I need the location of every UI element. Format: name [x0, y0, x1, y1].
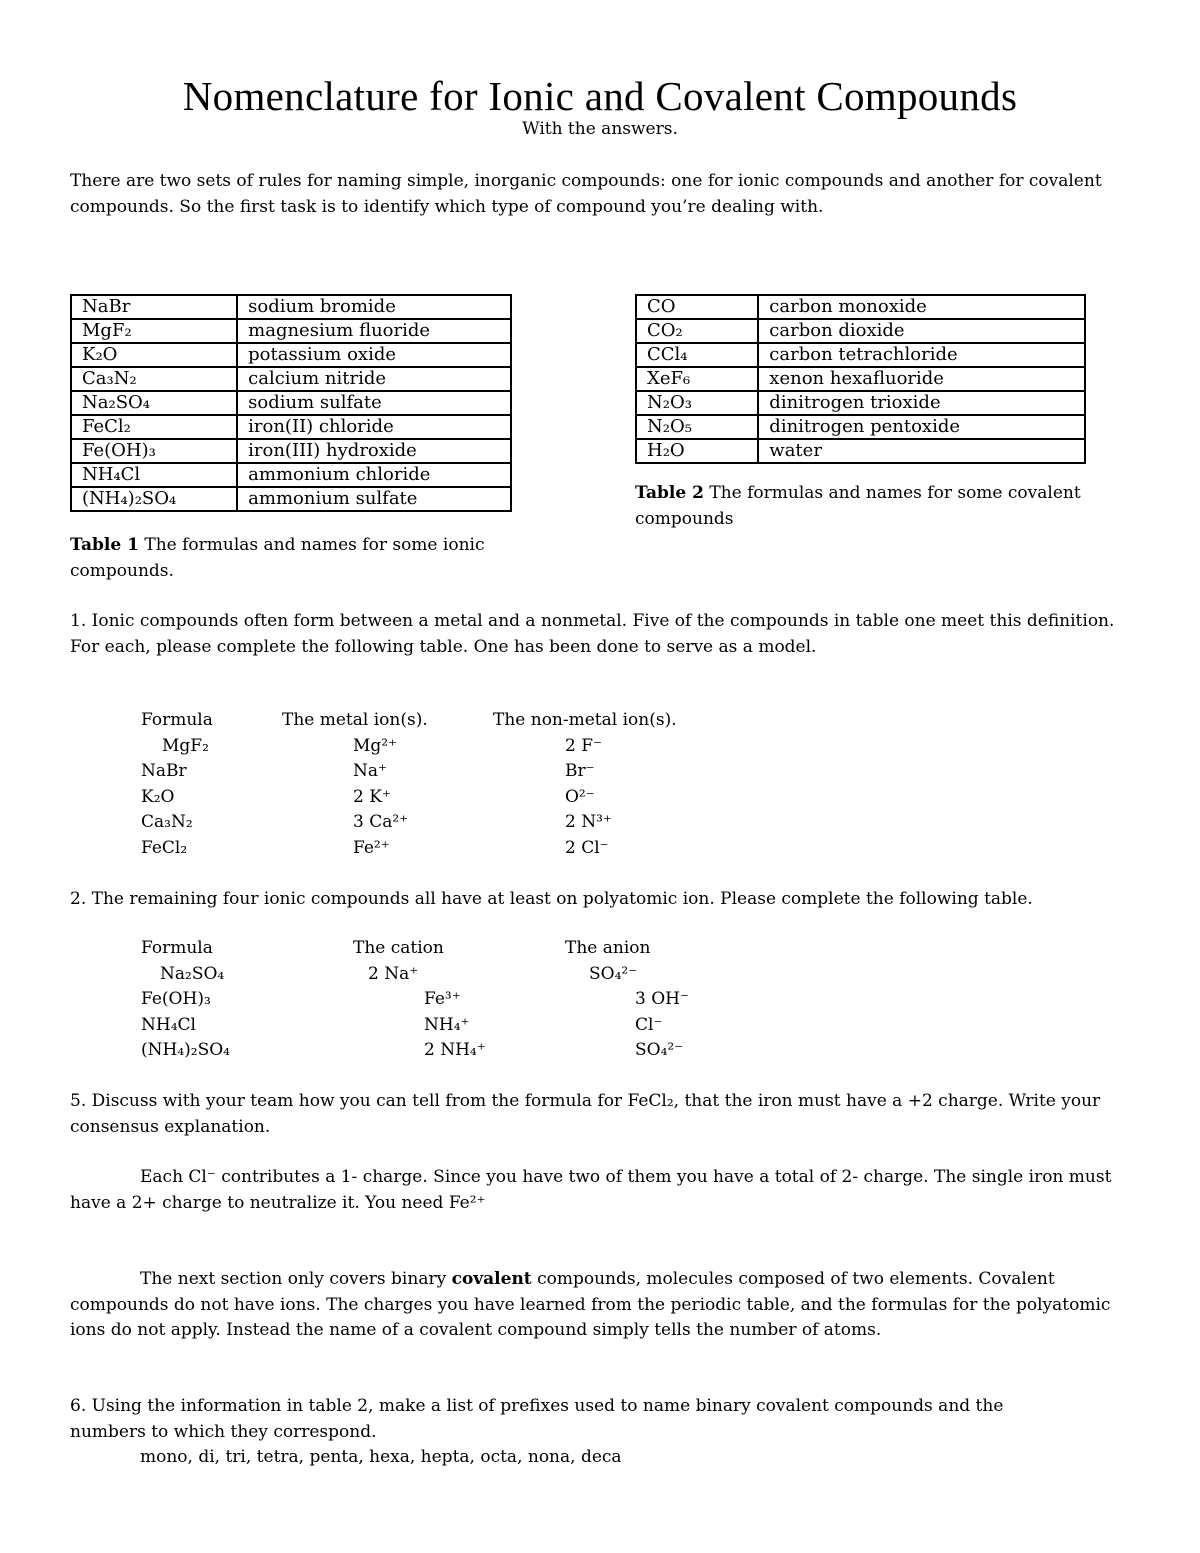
- question-5-text: 5. Discuss with your team how you can tell from the formula for FeCl₂, that the iron must have a +2 charge. Write your consensus explanation.: [70, 1091, 1101, 1137]
- anion-value: 3 OH⁻: [635, 989, 689, 1009]
- formula-cell: MgF₂: [71, 319, 237, 343]
- anion-value: Br⁻: [565, 761, 595, 781]
- formula-cell: CCl₄: [636, 343, 758, 367]
- anion-value: SO₄²⁻: [635, 1040, 684, 1060]
- table-row: [71, 487, 511, 511]
- formula-value: Ca₃N₂: [141, 812, 193, 832]
- table-row: [71, 367, 511, 391]
- name-cell: ammonium sulfate: [237, 487, 511, 511]
- table-row: [636, 391, 1085, 415]
- table-row: [71, 343, 511, 367]
- formula-cell: FeCl₂: [71, 415, 237, 439]
- name-cell: carbon monoxide: [758, 295, 1085, 319]
- formula-cell: K₂O: [71, 343, 237, 367]
- table-row: [71, 295, 511, 319]
- formula-value: FeCl₂: [141, 837, 188, 858]
- formula-cell: Na₂SO₄: [71, 391, 237, 415]
- formula-cell: NH₄Cl: [71, 463, 237, 487]
- question-2-text: 2. The remaining four ionic compounds all have at least on polyatomic ion. Please complete the following table.: [70, 889, 1033, 909]
- covalent-section-paragraph: [70, 1267, 1140, 1344]
- column-header: Formula: [141, 938, 213, 958]
- name-cell: sodium bromide: [237, 295, 511, 319]
- table-row: [636, 295, 1085, 319]
- table-1-caption-label: Table 1: [70, 535, 139, 555]
- formula-cell: NaBr: [71, 295, 237, 319]
- anion-value: Cl⁻: [635, 1014, 663, 1035]
- table-2-caption-label: Table 2: [635, 483, 704, 503]
- cation-value: NH₄⁺: [424, 1014, 470, 1035]
- name-cell: iron(III) hydroxide: [237, 439, 511, 463]
- formula-value: (NH₄)₂SO₄: [141, 1040, 230, 1060]
- table-2-caption-text: The formulas and names for some covalent compounds: [635, 483, 1081, 529]
- name-cell: carbon dioxide: [758, 319, 1085, 343]
- cation-value: 2 NH₄⁺: [424, 1040, 486, 1060]
- column-header: The non-metal ion(s).: [493, 710, 677, 730]
- name-cell: xenon hexafluoride: [758, 367, 1085, 391]
- table-row: [636, 439, 1085, 463]
- cation-value: Fe³⁺: [424, 989, 461, 1009]
- question-1-text: 1. Ionic compounds often form between a metal and a nonmetal. Five of the compounds in table one meet this definition. For each, please complete the following table. One has been done to serve as a model.: [70, 611, 1115, 657]
- question-5-answer: Each Cl⁻ contributes a 1- charge. Since you have two of them you have a total of 2- charge. The single iron must have a 2+ charge to neutralize it. You need Fe²⁺: [70, 1167, 1112, 1213]
- anion-value: 2 Cl⁻: [565, 837, 609, 858]
- intro-paragraph: There are two sets of rules for naming simple, inorganic compounds: one for ionic compounds and another for covalent compounds. So the first task is to identify which type of compound you’re dealing with.: [70, 171, 1102, 217]
- table-row: [636, 319, 1085, 343]
- question-6-answer: mono, di, tri, tetra, penta, hexa, hepta, octa, nona, deca: [140, 1447, 622, 1467]
- formula-cell: (NH₄)₂SO₄: [71, 487, 237, 511]
- name-cell: magnesium fluoride: [237, 319, 511, 343]
- name-cell: potassium oxide: [237, 343, 511, 367]
- cation-value: Fe²⁺: [353, 837, 390, 858]
- column-header: The anion: [565, 938, 651, 958]
- table-row: [71, 391, 511, 415]
- formula-value: NaBr: [141, 761, 187, 781]
- table-row: [71, 439, 511, 463]
- name-cell: water: [758, 439, 1085, 463]
- column-header: The metal ion(s).: [282, 710, 428, 730]
- table-row: [71, 415, 511, 439]
- table-2-covalent: [635, 294, 1086, 464]
- column-header: The cation: [353, 938, 444, 958]
- formula-cell: H₂O: [636, 439, 758, 463]
- formula-value: K₂O: [141, 786, 175, 807]
- table-1-caption-text: The formulas and names for some ionic compounds.: [70, 535, 485, 581]
- table-row: [636, 367, 1085, 391]
- formula-value: NH₄Cl: [141, 1014, 196, 1035]
- table-row: [636, 343, 1085, 367]
- name-cell: dinitrogen trioxide: [758, 391, 1085, 415]
- covalent-bold-word: covalent: [451, 1269, 532, 1289]
- name-cell: dinitrogen pentoxide: [758, 415, 1085, 439]
- formula-cell: N₂O₃: [636, 391, 758, 415]
- table-1-ionic: [70, 294, 512, 512]
- table-row: [636, 415, 1085, 439]
- page-title: Nomenclature for Ionic and Covalent Compounds: [182, 73, 1018, 119]
- table-row: [71, 319, 511, 343]
- table-row: [71, 463, 511, 487]
- formula-cell: CO: [636, 295, 758, 319]
- covalent-text-before: The next section only covers binary: [140, 1269, 452, 1289]
- column-header: Formula: [141, 710, 213, 730]
- formula-cell: N₂O₅: [636, 415, 758, 439]
- formula-cell: CO₂: [636, 319, 758, 343]
- question-6-text: 6. Using the information in table 2, make a list of prefixes used to name binary covalent compounds and the numbers to which they correspond.: [70, 1396, 1004, 1442]
- formula-value: MgF₂: [162, 735, 209, 756]
- table-2-caption: [635, 481, 1105, 532]
- formula-value: Fe(OH)₃: [141, 989, 211, 1009]
- anion-value: 2 F⁻: [565, 735, 602, 756]
- cation-value: Mg²⁺: [353, 735, 398, 756]
- formula-cell: Fe(OH)₃: [71, 439, 237, 463]
- anion-value: 2 N³⁺: [565, 812, 612, 832]
- name-cell: carbon tetrachloride: [758, 343, 1085, 367]
- cation-value: 2 Na⁺: [368, 963, 419, 984]
- formula-value: Na₂SO₄: [160, 963, 225, 984]
- formula-cell: Ca₃N₂: [71, 367, 237, 391]
- anion-value: SO₄²⁻: [589, 963, 638, 984]
- name-cell: calcium nitride: [237, 367, 511, 391]
- name-cell: ammonium chloride: [237, 463, 511, 487]
- name-cell: sodium sulfate: [237, 391, 511, 415]
- anion-value: O²⁻: [565, 786, 595, 807]
- cation-value: Na⁺: [353, 761, 387, 781]
- covalent-text-after: compounds, molecules composed of two elements. Covalent compounds do not have ions. The charges you have learned from the periodic table, and the formulas for the polyatomic ions do not apply. Instead the name of a covalent compound simply tells the number of atoms.: [70, 1269, 1111, 1340]
- cation-value: 3 Ca²⁺: [353, 812, 409, 832]
- cation-value: 2 K⁺: [353, 786, 391, 807]
- table-1-caption: [70, 533, 540, 584]
- page-subtitle: With the answers.: [522, 119, 678, 139]
- name-cell: iron(II) chloride: [237, 415, 511, 439]
- formula-cell: XeF₆: [636, 367, 758, 391]
